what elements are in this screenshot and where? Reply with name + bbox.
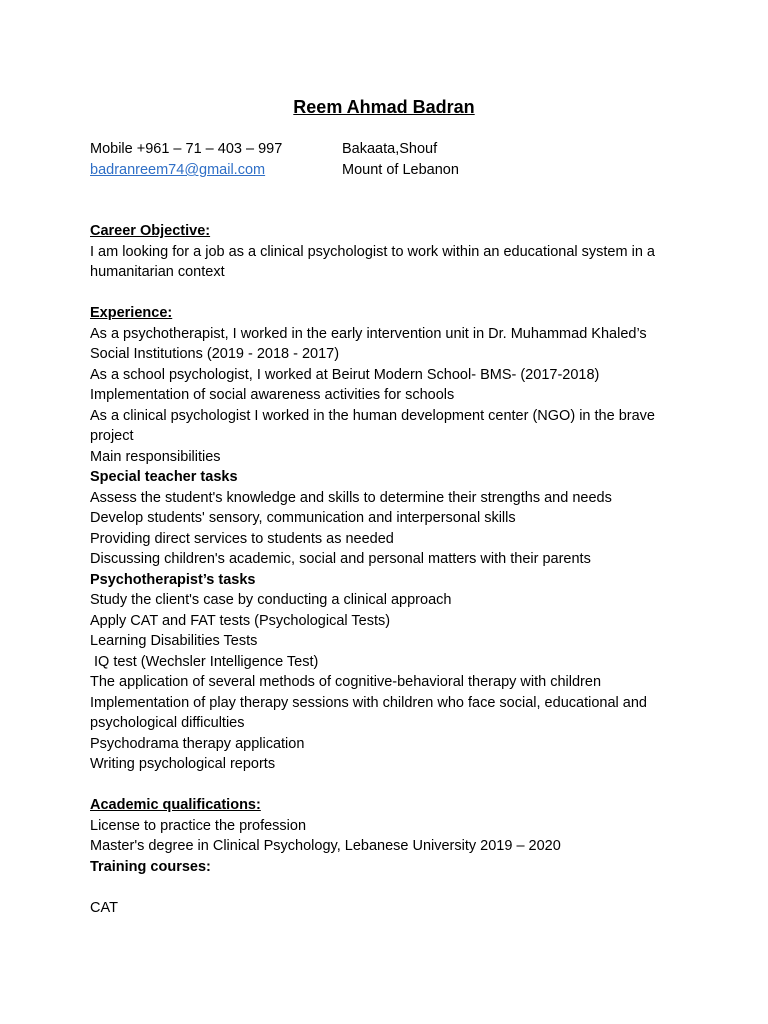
psycho-task-item: Study the client's case by conducting a clinical approach xyxy=(90,592,452,608)
special-task-item: Assess the student's knowledge and skills to determine their strengths and needs xyxy=(90,489,612,506)
experience-line: Main responsibilities xyxy=(90,448,221,465)
special-task-item: Providing direct services to students as needed xyxy=(90,530,394,547)
career-objective-heading: Career Objective: xyxy=(90,223,211,239)
experience-line: As a school psychologist, I worked at Beirut Modern School- BMS- (2017-2018) xyxy=(90,366,600,383)
academic-qualifications-heading: Academic qualifications: xyxy=(90,797,261,813)
psycho-task-item: Writing psychological reports xyxy=(90,756,276,772)
experience-line: As a psychotherapist, I worked in the early intervention unit in Dr. Muhammad Khaled’s Social Institutions (2019 - 2018 - 2017) xyxy=(90,325,647,362)
experience-line: Implementation of social awareness activities for schools xyxy=(90,387,455,403)
psycho-task-item: Implementation of play therapy sessions with children who face social, educational and psychological difficulties xyxy=(90,694,647,731)
psycho-task-item: Psychodrama therapy application xyxy=(90,735,305,752)
address-line-1: Bakaata,Shouf xyxy=(342,141,438,157)
experience-line: As a clinical psychologist I worked in the human development center (NGO) in the brave project xyxy=(90,407,655,444)
training-item: CAT xyxy=(90,899,118,916)
mobile-number: Mobile +961 – 71 – 403 – 997 xyxy=(90,141,283,157)
psycho-task-item: The application of several methods of cognitive-behavioral therapy with children xyxy=(90,674,602,690)
training-courses-heading: Training courses: xyxy=(90,858,211,875)
resume-body xyxy=(90,221,690,918)
psycho-task-item: IQ test (Wechsler Intelligence Test) xyxy=(90,653,319,670)
experience-heading: Experience: xyxy=(90,305,173,321)
contact-left xyxy=(90,139,282,181)
psycho-task-item: Learning Disabilities Tests xyxy=(90,633,258,649)
address-line-2: Mount of Lebanon xyxy=(342,162,459,178)
resume-name-title: Reem Ahmad Badran xyxy=(293,97,475,117)
psycho-task-item: Apply CAT and FAT tests (Psychological Tests) xyxy=(90,612,391,629)
email-link[interactable]: badranreem74@gmail.com xyxy=(90,162,266,178)
contact-right xyxy=(342,139,459,181)
academic-line: License to practice the profession xyxy=(90,817,307,834)
psychotherapist-tasks-heading: Psychotherapist’s tasks xyxy=(90,571,256,588)
career-objective-text: I am looking for a job as a clinical psychologist to work within an educational system in a humanitarian context xyxy=(90,243,655,280)
special-task-item: Develop students' sensory, communication and interpersonal skills xyxy=(90,510,516,526)
special-task-item: Discussing children's academic, social and personal matters with their parents xyxy=(90,551,591,567)
academic-line: Master's degree in Clinical Psychology, Lebanese University 2019 – 2020 xyxy=(90,838,561,854)
special-teacher-tasks-heading: Special teacher tasks xyxy=(90,469,238,485)
